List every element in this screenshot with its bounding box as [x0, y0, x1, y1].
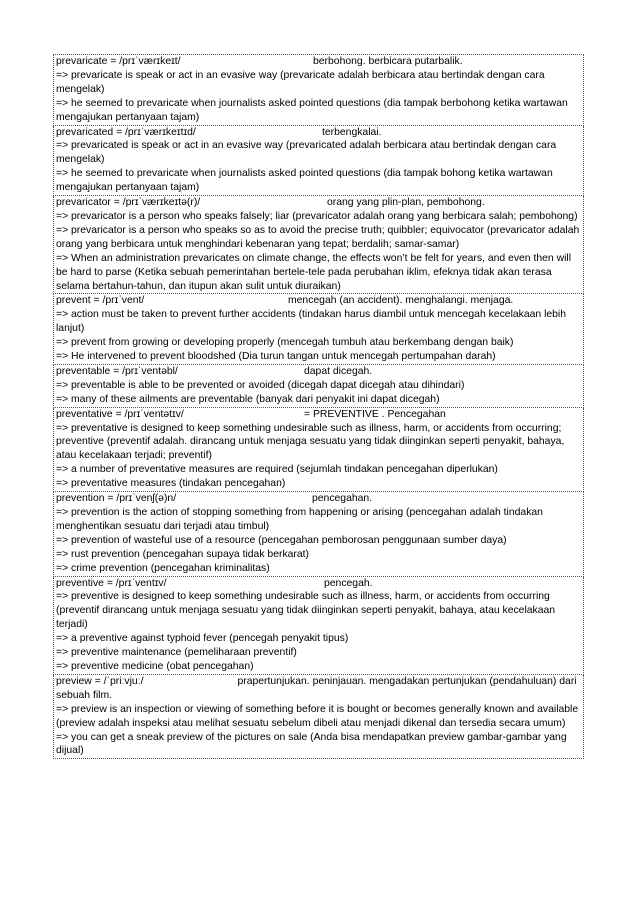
- example-line: => preview is an inspection or viewing of something before it is bought or becomes generally known and available (preview adalah inspeksi atau melihat sesuatu sebelum dibeli atau menjadi dikenal dan tersedia secara umum): [56, 703, 579, 729]
- example-line: => a number of preventative measures are required (sejumlah tindakan pencegahan diperlukan): [56, 464, 498, 476]
- example-line: => action must be taken to prevent further accidents (tindakan harus diambil untuk mencegah kecelakaan lebih lanjut): [56, 309, 567, 335]
- example-line: => prevention of wasteful use of a resource (pencegahan pemborosan penggunaan sumber daya): [56, 534, 507, 546]
- example-line: => you can get a sneak preview of the pictures on sale (Anda bisa mendapatkan preview gambar-gambar yang dijual): [56, 731, 567, 757]
- example-line: => preventive medicine (obat pencegahan): [56, 660, 254, 672]
- headword: prevent = /prɪˈvent/: [56, 295, 145, 307]
- example-line: => he seemed to prevaricate when journalists asked pointed questions (dia tampak bohong ketika wartawan mengajukan pertanyaan tajam): [56, 168, 553, 194]
- gloss: dapat dicegah.: [304, 365, 373, 377]
- gloss: pencegah.: [324, 577, 373, 589]
- example-line: => preventable is able to be prevented or avoided (dicegah dapat dicegah atau dihindari): [56, 379, 465, 391]
- example-line: => prevention is the action of stopping something from happening or arising (pencegahan adalah tindakan menghentikan sesuatu dari terjadi atau timbul): [56, 507, 543, 532]
- gloss: mencegah (an accident). menghalangi. menjaga.: [288, 295, 514, 307]
- example-line: => prevaricator is a person who speaks so as to avoid the precise truth; quibbler; equivocator (prevaricator adalah orang yang berbicara untuk menghindari kebenaran yang tepat; berdalih; samar-samar): [56, 224, 580, 250]
- example-line: => prevent from growing or developing properly (mencegah tumbuh atau berkembang dengan baik): [56, 337, 514, 349]
- dictionary-entry: [53, 54, 584, 126]
- entry-head: [54, 675, 583, 703]
- example-line: => preventive maintenance (pemeliharaan preventif): [56, 647, 297, 659]
- example-line: => a preventive against typhoid fever (pencegah penyakit tipus): [56, 633, 349, 645]
- entry-head: [54, 577, 583, 591]
- dictionary-entry: [53, 126, 584, 197]
- headword: prevention = /prɪˈvenʃ(ə)n/: [56, 493, 177, 505]
- headword: preventable = /prɪˈventəbl/: [56, 365, 178, 377]
- gloss: berbohong. berbicara putarbalik.: [313, 56, 463, 67]
- entry-head: [54, 126, 583, 140]
- headword: preview = /ˈpriːvjuː/: [56, 675, 144, 687]
- example-line: => rust prevention (pencegahan supaya tidak berkarat): [56, 548, 309, 560]
- headword: prevaricated = /prɪˈværɪkeɪtɪd/: [56, 126, 196, 138]
- entry-head: [54, 408, 583, 422]
- entry-head: [54, 55, 583, 69]
- headword: preventive = /prɪˈventɪv/: [56, 577, 167, 589]
- example-line: => He intervened to prevent bloodshed (Dia turun tangan untuk mencegah pertumpahan darah): [56, 351, 496, 363]
- headword: prevaricator = /prɪˈværɪkeɪtə(r)/: [56, 197, 201, 209]
- dictionary-entry: [53, 294, 584, 365]
- dictionary-entry: [53, 675, 584, 759]
- example-line: => preventative is designed to keep something undesirable such as illness, harm, or accidents from occurring; preventive (preventif adalah. dirancang untuk menjaga sesuatu yang tidak diinginkan seperti penyakit, bahaya, atau kecelakaan terjadi; preventif): [56, 422, 565, 462]
- entry-head: [54, 492, 583, 506]
- example-line: => prevaricated is speak or act in an evasive way (prevaricated adalah berbicara atau bertindak dengan cara mengelak): [56, 140, 557, 166]
- entry-head: [54, 294, 583, 308]
- gloss: orang yang plin-plan, pembohong.: [327, 197, 485, 209]
- gloss: = PREVENTIVE . Pencegahan: [304, 408, 446, 420]
- gloss: pencegahan.: [312, 493, 373, 505]
- example-line: => prevaricate is speak or act in an evasive way (prevaricate adalah berbicara atau bertindak dengan cara mengelak): [56, 69, 545, 95]
- gloss: prapertunjukan. peninjauan. mengadakan pertunjukan (pendahuluan) dari sebuah film.: [56, 675, 577, 701]
- example-line: => preventive is designed to keep something undesirable such as illness, harm, or accidents from occurring (preventif dirancang untuk menjaga sesuatu yang tidak diinginkan seperti penyakit, bahaya, atau kecelakaan terjadi): [56, 591, 556, 631]
- example-line: => many of these ailments are preventable (banyak dari penyakit ini dapat dicegah): [56, 393, 440, 405]
- example-line: => he seemed to prevaricate when journalists asked pointed questions (dia tampak berbohong ketika wartawan mengajukan pertanyaan tajam): [56, 97, 568, 123]
- dictionary-entry: [53, 196, 584, 294]
- dictionary-entry: [53, 408, 584, 492]
- entry-head: [54, 196, 583, 210]
- dictionary-entry: [53, 492, 584, 576]
- example-line: => crime prevention (pencegahan kriminalitas): [56, 562, 270, 574]
- example-line: => preventative measures (tindakan pencegahan): [56, 478, 286, 490]
- example-line: => When an administration prevaricates on climate change, the effects won’t be felt for years, and even then will be hard to parse (Ketika sebuah pemerintahan bertele-tele pada perubahan iklim, efeknya tidak akan terasa selama bertahun-tahun, dan itupun akan sulit untuk diuraikan): [56, 252, 572, 292]
- example-line: => prevaricator is a person who speaks falsely; liar (prevaricator adalah orang yang berbicara salah; pembohong): [56, 210, 578, 222]
- dictionary-entry: [53, 577, 584, 675]
- headword: preventative = /prɪˈventətɪv/: [56, 408, 184, 420]
- entry-head: [54, 365, 583, 379]
- dictionary-entry: [53, 365, 584, 408]
- headword: prevaricate = /prɪˈværɪkeɪt/: [56, 56, 181, 67]
- dictionary-document: [53, 54, 584, 759]
- gloss: terbengkalai.: [322, 126, 382, 138]
